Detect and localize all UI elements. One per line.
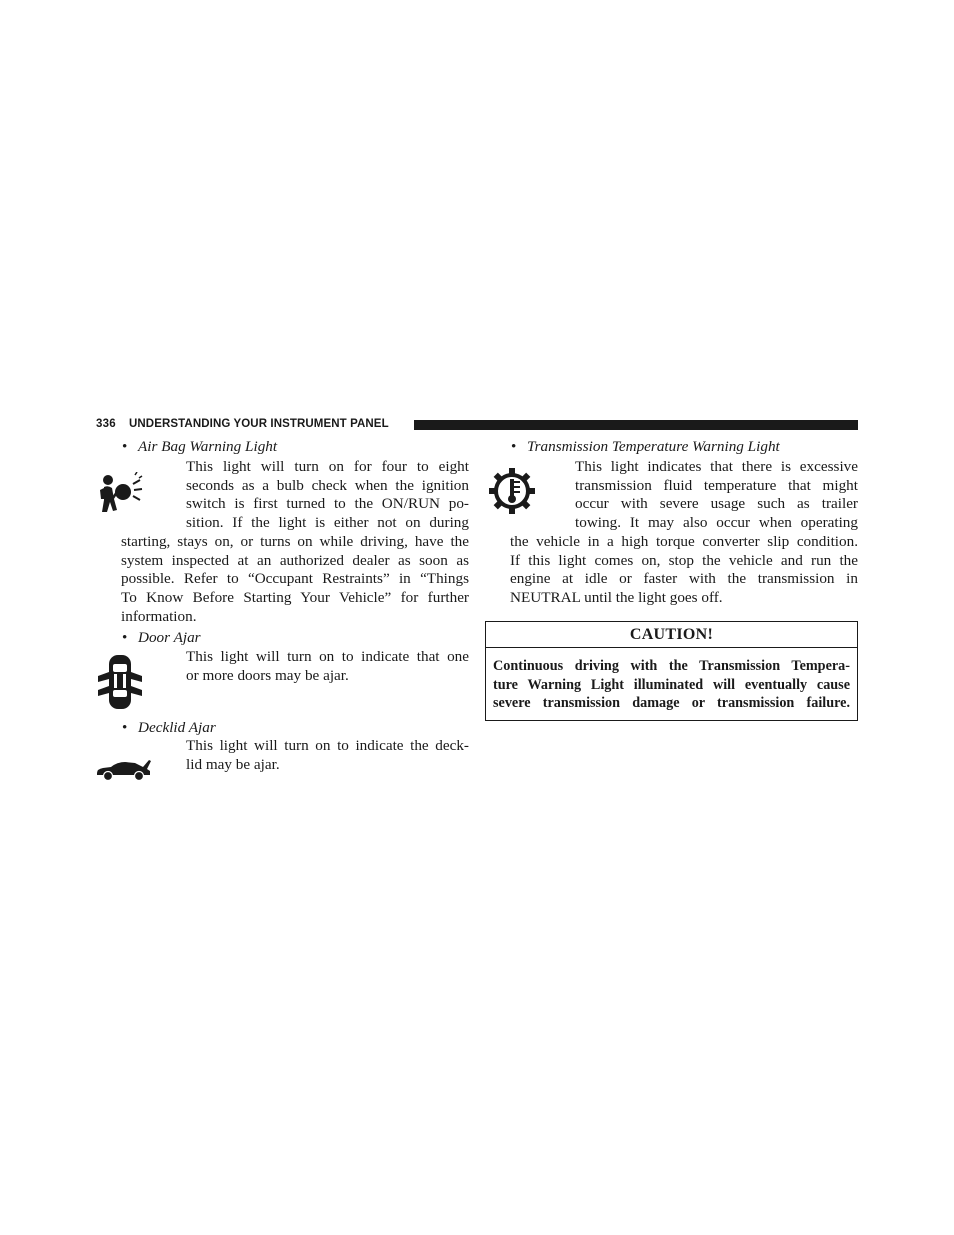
airbag-line-4: sition. If the light is either not on during — [186, 514, 469, 532]
airbag-line-9: information. — [121, 607, 197, 625]
caution-body — [486, 648, 857, 713]
page-header — [96, 417, 858, 433]
bullet-dot: • — [122, 438, 128, 455]
transmission-line-8: NEUTRAL until the light goes off. — [510, 589, 723, 607]
transmission-line-5: the vehicle in a high torque converter slip condition. — [510, 533, 858, 550]
airbag-line-2: seconds as a bulb check when the ignition — [186, 476, 469, 494]
section-title: UNDERSTANDING YOUR INSTRUMENT PANEL — [129, 418, 389, 430]
airbag-heading — [122, 438, 469, 457]
page-number: 336 — [96, 418, 116, 430]
airbag-section — [122, 438, 469, 457]
transmission-temperature-icon — [487, 466, 537, 516]
door-ajar-heading-text: Door Ajar — [138, 629, 201, 646]
airbag-line-1: This light will turn on for four to eight — [186, 458, 469, 475]
transmission-line-2: transmission fluid temperature that might — [575, 476, 858, 494]
transmission-text-full — [510, 533, 858, 608]
caution-line-3: severe transmission damage or transmission failure. — [493, 695, 850, 712]
decklid-ajar-text — [186, 737, 469, 774]
decklid-ajar-heading-text: Decklid Ajar — [138, 719, 216, 736]
transmission-text-indented — [575, 458, 858, 533]
decklid-ajar-line-1: This light will turn on to indicate the deck- — [186, 737, 469, 754]
door-ajar-icon — [94, 652, 146, 712]
airbag-line-5: starting, stays on, or turns on while driving, have the — [121, 533, 469, 550]
airbag-line-7: possible. Refer to “Occupant Restraints” in “Things — [121, 570, 469, 588]
decklid-ajar-line-2: lid may be ajar. — [186, 755, 280, 773]
header-rule — [414, 420, 858, 430]
caution-box — [485, 621, 858, 721]
transmission-line-6: If this light comes on, stop the vehicle and run the — [510, 551, 858, 569]
transmission-section — [511, 438, 858, 457]
airbag-line-3: switch is first turned to the ON/RUN po- — [186, 495, 469, 513]
door-ajar-line-2: or more doors may be ajar. — [186, 666, 349, 684]
transmission-heading — [511, 438, 858, 457]
bullet-dot: • — [122, 629, 128, 646]
decklid-ajar-heading — [122, 719, 469, 738]
door-ajar-text — [186, 648, 469, 685]
door-ajar-section — [122, 629, 469, 648]
bullet-dot: • — [511, 438, 517, 455]
door-ajar-heading — [122, 629, 469, 648]
decklid-ajar-icon — [95, 758, 153, 782]
transmission-line-4: towing. It may also occur when operating — [575, 514, 858, 532]
airbag-line-6: system inspected at an authorized dealer as soon as — [121, 551, 469, 569]
airbag-text-full — [121, 533, 469, 627]
transmission-line-3: occur with severe usage such as trailer — [575, 495, 858, 513]
transmission-heading-text: Transmission Temperature Warning Light — [527, 438, 780, 455]
decklid-ajar-section — [122, 719, 469, 738]
door-ajar-line-1: This light will turn on to indicate that one — [186, 648, 469, 665]
airbag-text-indented — [186, 458, 469, 533]
airbag-line-8: To Know Before Starting Your Vehicle” for further — [121, 589, 469, 607]
bullet-dot: • — [122, 719, 128, 736]
caution-line-2: ture Warning Light illuminated will eventually cause — [493, 676, 850, 693]
transmission-line-1: This light indicates that there is excessive — [575, 458, 858, 475]
transmission-line-7: engine at idle or faster with the transmission in — [510, 570, 858, 588]
airbag-heading-text: Air Bag Warning Light — [138, 438, 278, 455]
caution-title: CAUTION! — [486, 622, 857, 648]
caution-line-1: Continuous driving with the Transmission Tempera- — [493, 658, 850, 674]
airbag-warning-icon — [95, 472, 145, 516]
